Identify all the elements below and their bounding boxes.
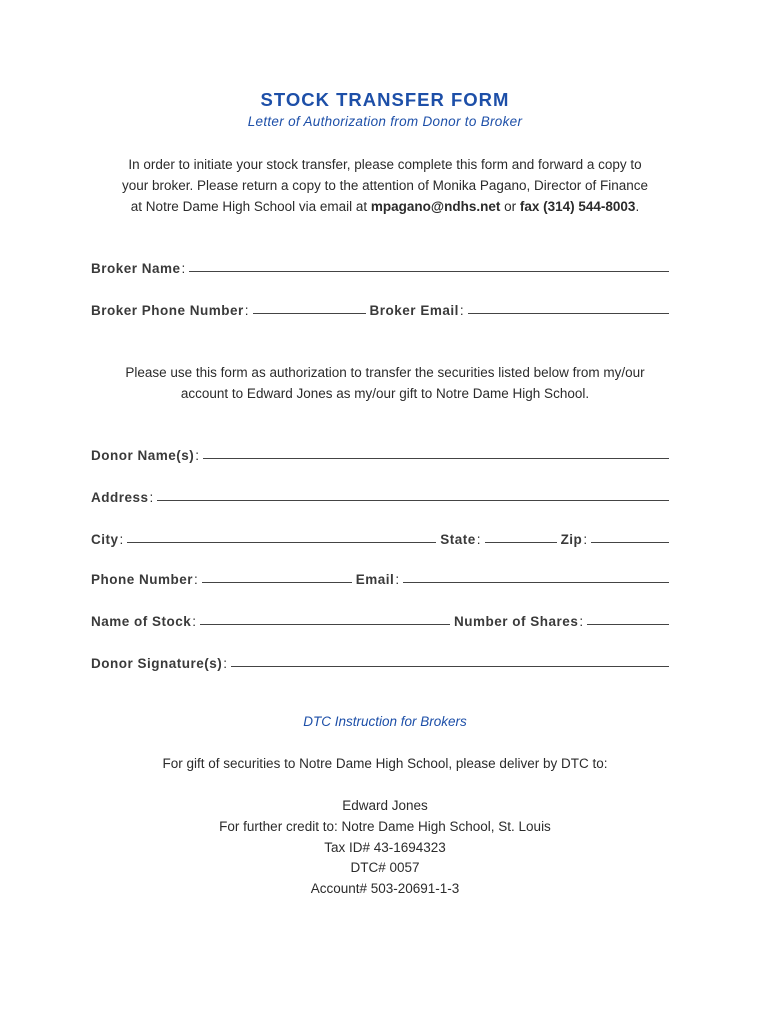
- colon: :: [119, 532, 124, 547]
- intro-paragraph: [95, 154, 675, 217]
- zip-label: Zip: [560, 532, 583, 547]
- broker-email-label: Broker Email: [369, 303, 459, 318]
- state-label: State: [440, 532, 476, 547]
- intro-line-3-mid: or: [500, 199, 520, 214]
- colon: :: [181, 261, 186, 276]
- dtc-line: For further credit to: Notre Dame High School, St. Louis: [219, 818, 551, 834]
- colon: :: [195, 448, 200, 463]
- authorization-paragraph: [95, 362, 675, 404]
- authorization-line-1: Please use this form as authorization to transfer the securities listed below from my/our: [125, 365, 645, 380]
- broker-phone-label: Broker Phone Number: [91, 303, 244, 318]
- broker-name-label: Broker Name: [91, 261, 181, 276]
- colon: :: [459, 303, 464, 318]
- email-label: Email: [355, 572, 395, 587]
- stock-name-label: Name of Stock: [91, 614, 192, 629]
- broker-email-field[interactable]: [468, 312, 669, 314]
- stock-row: [91, 609, 669, 629]
- contact-fax: fax (314) 544-8003: [519, 199, 636, 214]
- dtc-line: DTC# 0057: [350, 860, 420, 876]
- colon: :: [476, 532, 481, 547]
- colon: :: [395, 572, 400, 587]
- intro-line-2: your broker. Please return a copy to the attention of Monika Pagano, Director of Finance: [121, 178, 649, 193]
- colon: :: [579, 614, 584, 629]
- address-field[interactable]: [157, 499, 669, 501]
- dtc-heading: DTC Instruction for Brokers: [303, 714, 467, 729]
- colon: :: [244, 303, 249, 318]
- signature-row: [91, 651, 669, 671]
- dtc-line: Account# 503-20691-1-3: [310, 881, 460, 897]
- authorization-line-2: account to Edward Jones as my/our gift to Notre Dame High School.: [180, 386, 590, 401]
- form-title: STOCK TRANSFER FORM: [260, 89, 510, 110]
- city-field[interactable]: [127, 541, 436, 543]
- signature-field[interactable]: [231, 665, 669, 667]
- city-state-zip-row: [91, 527, 669, 547]
- donor-contact-row: [91, 567, 669, 587]
- intro-line-3-suffix: .: [635, 199, 640, 214]
- form-subtitle: Letter of Authorization from Donor to Broker: [247, 114, 523, 129]
- address-label: Address: [91, 490, 149, 505]
- signature-label: Donor Signature(s): [91, 656, 223, 671]
- colon: :: [149, 490, 154, 505]
- broker-phone-field[interactable]: [253, 312, 366, 314]
- zip-field[interactable]: [591, 541, 669, 543]
- address-row: [91, 485, 669, 505]
- dtc-intro: For gift of securities to Notre Dame High School, please deliver by DTC to:: [162, 756, 608, 771]
- intro-line-3-prefix: at Notre Dame High School via email at: [130, 199, 371, 214]
- email-field[interactable]: [403, 581, 669, 583]
- city-label: City: [91, 532, 119, 547]
- broker-contact-row: [91, 298, 669, 318]
- donor-names-field[interactable]: [203, 457, 669, 459]
- dtc-line: Tax ID# 43-1694323: [324, 839, 446, 855]
- broker-name-field[interactable]: [189, 270, 669, 272]
- phone-label: Phone Number: [91, 572, 194, 587]
- dtc-instructions: [0, 796, 770, 900]
- shares-label: Number of Shares: [454, 614, 579, 629]
- stock-name-field[interactable]: [200, 623, 450, 625]
- broker-name-row: [91, 256, 669, 276]
- shares-field[interactable]: [587, 623, 669, 625]
- dtc-line: Edward Jones: [342, 798, 428, 813]
- colon: :: [583, 532, 588, 547]
- colon: :: [194, 572, 198, 587]
- intro-line-3: [95, 196, 675, 217]
- intro-line-1: In order to initiate your stock transfer, please complete this form and forward a copy to: [128, 157, 642, 172]
- colon: :: [192, 614, 197, 629]
- state-field[interactable]: [485, 541, 557, 543]
- phone-field[interactable]: [202, 581, 352, 583]
- contact-email: mpagano@ndhs.net: [370, 199, 501, 214]
- colon: :: [223, 656, 228, 671]
- donor-names-label: Donor Name(s): [91, 448, 195, 463]
- donor-names-row: [91, 443, 669, 463]
